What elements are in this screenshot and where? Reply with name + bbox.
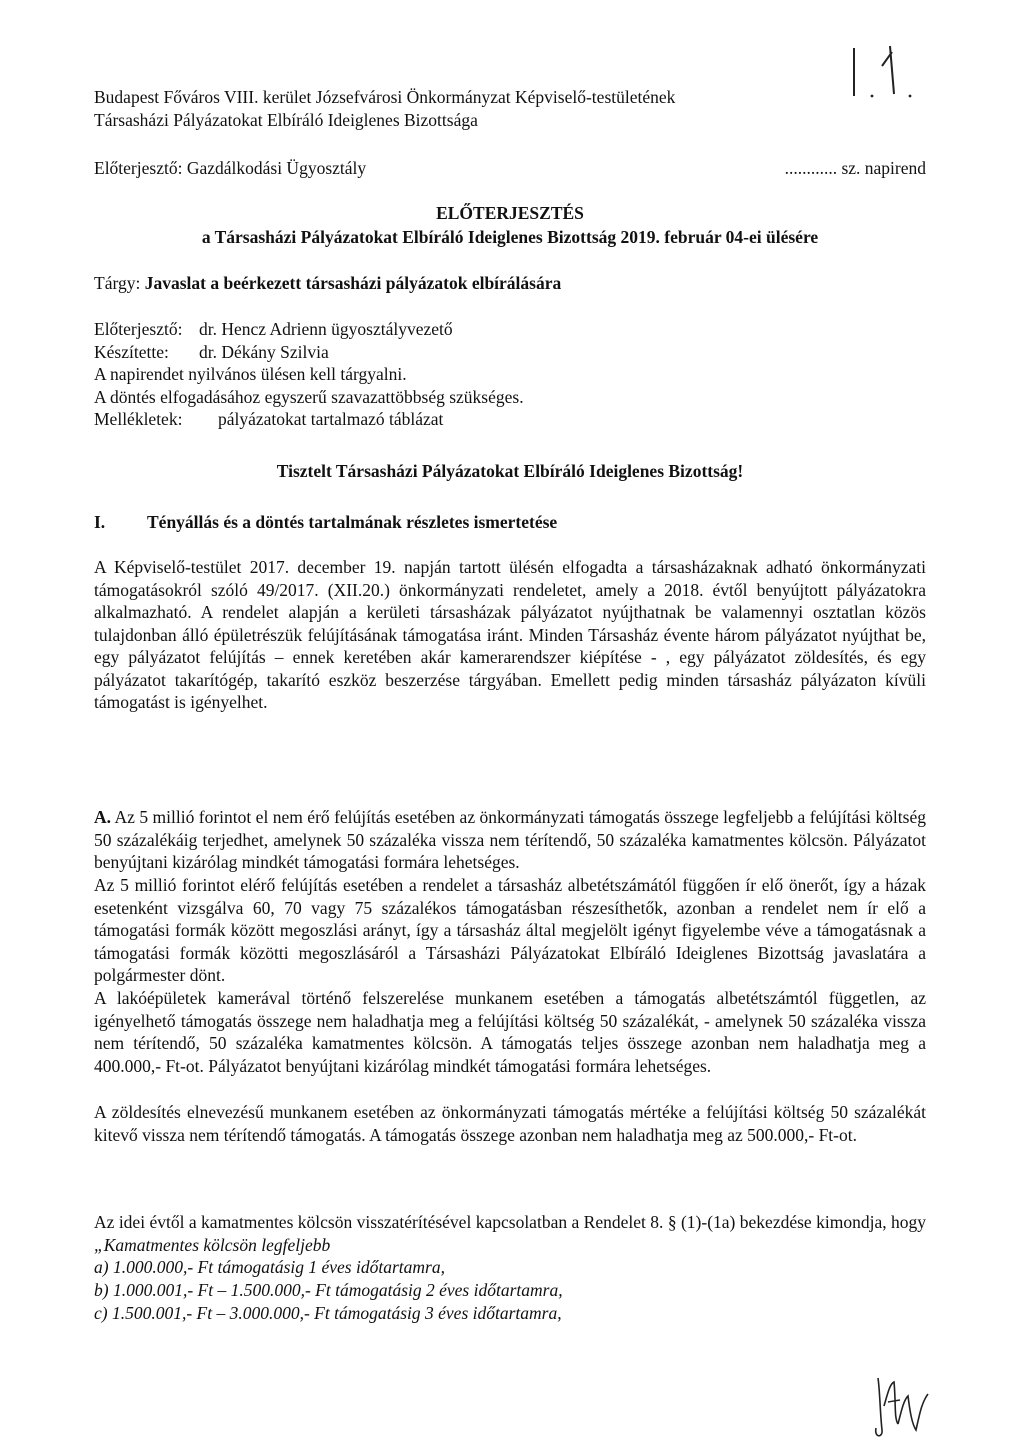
paragraph-intro: A Képviselő-testület 2017. december 19. napján tartott ülésén elfogadta a társasházaknak adható önkormányzati támogatásokról szóló 49/2017. (XII.20.) önkormányzati rendeletet, amely a 2018. évtől benyújtott pályázatokra alkalmazható. A rendelet alapján a kerületi társasházak pályázatot nyújthatnak be valamennyi osztatlan közös tulajdonban álló épületrészük felújításának támogatása iránt. Minden Társasház évente három pályázatot nyújthat be, egy pályázatot felújítás – ennek keretében akár kamerarendszer kiépítése - , egy pályázatot zöldesítés, és egy pályázatot takarítógép, takarító eszköz beszerzése tárgyában. Emellett pedig minden társasház pályázaton kívüli támogatást is igényelhet.: [94, 557, 926, 712]
signature-icon: [870, 1372, 940, 1442]
attachments-value: pályázatokat tartalmazó táblázat: [218, 409, 444, 429]
paragraph-a-text: Az 5 millió forintot el nem érő felújítás esetében az önkormányzati támogatás összege legfeljebb a felújítási költség 50 százalékáig terjedhet, amelynek 50 százaléka vissza nem térítendő, 50 százaléka kamatmentes kölcsön. Pályázatot benyújtani kizárólag mindkét támogatási formára lehetséges.: [94, 807, 926, 872]
section-number: I.: [94, 512, 106, 532]
handwritten-stamp-icon: [846, 40, 926, 102]
majority-line: A döntés elfogadásához egyszerű szavazattöbbség szükséges.: [94, 386, 524, 407]
loan-item-c: c) 1.500.001,- Ft – 3.000.000,- Ft támogatásig 3 éves időtartamra,: [94, 1303, 562, 1323]
header-block: [94, 86, 834, 131]
section-title: Tényállás és a döntés tartalmának részletes ismertetése: [147, 512, 558, 532]
prepared-label: Készítette:: [94, 341, 169, 362]
paragraph-large-renovation: Az 5 millió forintot elérő felújítás esetében a rendelet a társasház albetétszámától függően ír elő önerőt, így a házak esetenként vizsgálva 60, 70 vagy 75 százalékos támogatásban részesíthetők, azonban a rendelet nem ír elő a támogatási formák között megoszlási arányt, így a társasház által megjelölt igényt figyelembe véve a támogatásnak a támogatási formák közötti megoszlásáról a Társasházi Pályázatokat Elbíráló Ideiglenes Bizottság javaslatára a polgármester dönt.: [94, 875, 926, 985]
subject-line: [94, 272, 926, 295]
document-title: ELŐTERJESZTÉS: [436, 203, 584, 223]
loan-item-a: a) 1.000.000,- Ft támogatásig 1 éves időtartamra,: [94, 1257, 445, 1277]
paragraph-loan-quote: „Kamatmentes kölcsön legfeljebb: [94, 1234, 331, 1255]
presenter-label: Előterjesztő:: [94, 319, 183, 339]
subject-label: Tárgy:: [94, 273, 141, 293]
header-line-1: Budapest Főváros VIII. kerület Józsefvárosi Önkormányzat Képviselő-testületének: [94, 87, 676, 107]
header-line-2: Társasházi Pályázatokat Elbíráló Ideiglenes Bizottsága: [94, 109, 478, 130]
subject-text: Javaslat a beérkezett társasházi pályázatok elbírálására: [144, 273, 562, 293]
salutation: Tisztelt Társasházi Pályázatokat Elbíráló Ideiglenes Bizottság!: [276, 461, 744, 481]
presenter-value: dr. Hencz Adrienn ügyosztályvezető: [199, 319, 453, 339]
attachments-label: Mellékletek:: [94, 409, 183, 429]
paragraph-a-label: A.: [94, 807, 112, 827]
paragraph-a: [94, 806, 926, 874]
paragraph-loan: [94, 1211, 926, 1256]
public-session-line: A napirendet nyilvános ülésen kell tárgyalni.: [94, 364, 407, 384]
agenda-number: ............ sz. napirend: [784, 158, 926, 178]
prepared-value: dr. Dékány Szilvia: [199, 341, 329, 362]
paragraph-camera: A lakóépületek kamerával történő felszerelése munkanem esetében a támogatás albetétszámtól független, az igényelhető támogatás összege nem haladhatja meg a felújítási költség 50 százalékát, - amelynek 50 százaléka vissza nem térítendő, 50 százaléka kamatmentes kölcsön. A támogatás teljes összege azonban nem haladhatja meg a 400.000,- Ft-ot. Pályázatot benyújtani kizárólag mindkét támogatási formára lehetséges.: [94, 988, 926, 1076]
paragraph-loan-text: Az idei évtől a kamatmentes kölcsön visszatérítésével kapcsolatban a Rendelet 8. § (1)-(1a) bekezdése kimondja, hogy: [94, 1212, 926, 1232]
meta-block: [94, 318, 926, 431]
loan-item-b: b) 1.000.001,- Ft – 1.500.000,- Ft támogatásig 2 éves időtartamra,: [94, 1280, 563, 1300]
document-subtitle: a Társasházi Pályázatokat Elbíráló Ideiglenes Bizottság 2019. február 04-ei ülésére: [201, 227, 819, 247]
presenter-header: Előterjesztő: Gazdálkodási Ügyosztály: [94, 158, 367, 178]
paragraph-greening: A zöldesítés elnevezésű munkanem esetében az önkormányzati támogatás mértéke a felújítási költség 50 százalékát kitevő vissza nem térítendő támogatás. A támogatás összege azonban nem haladhatja meg az 500.000,- Ft-ot.: [94, 1102, 926, 1145]
